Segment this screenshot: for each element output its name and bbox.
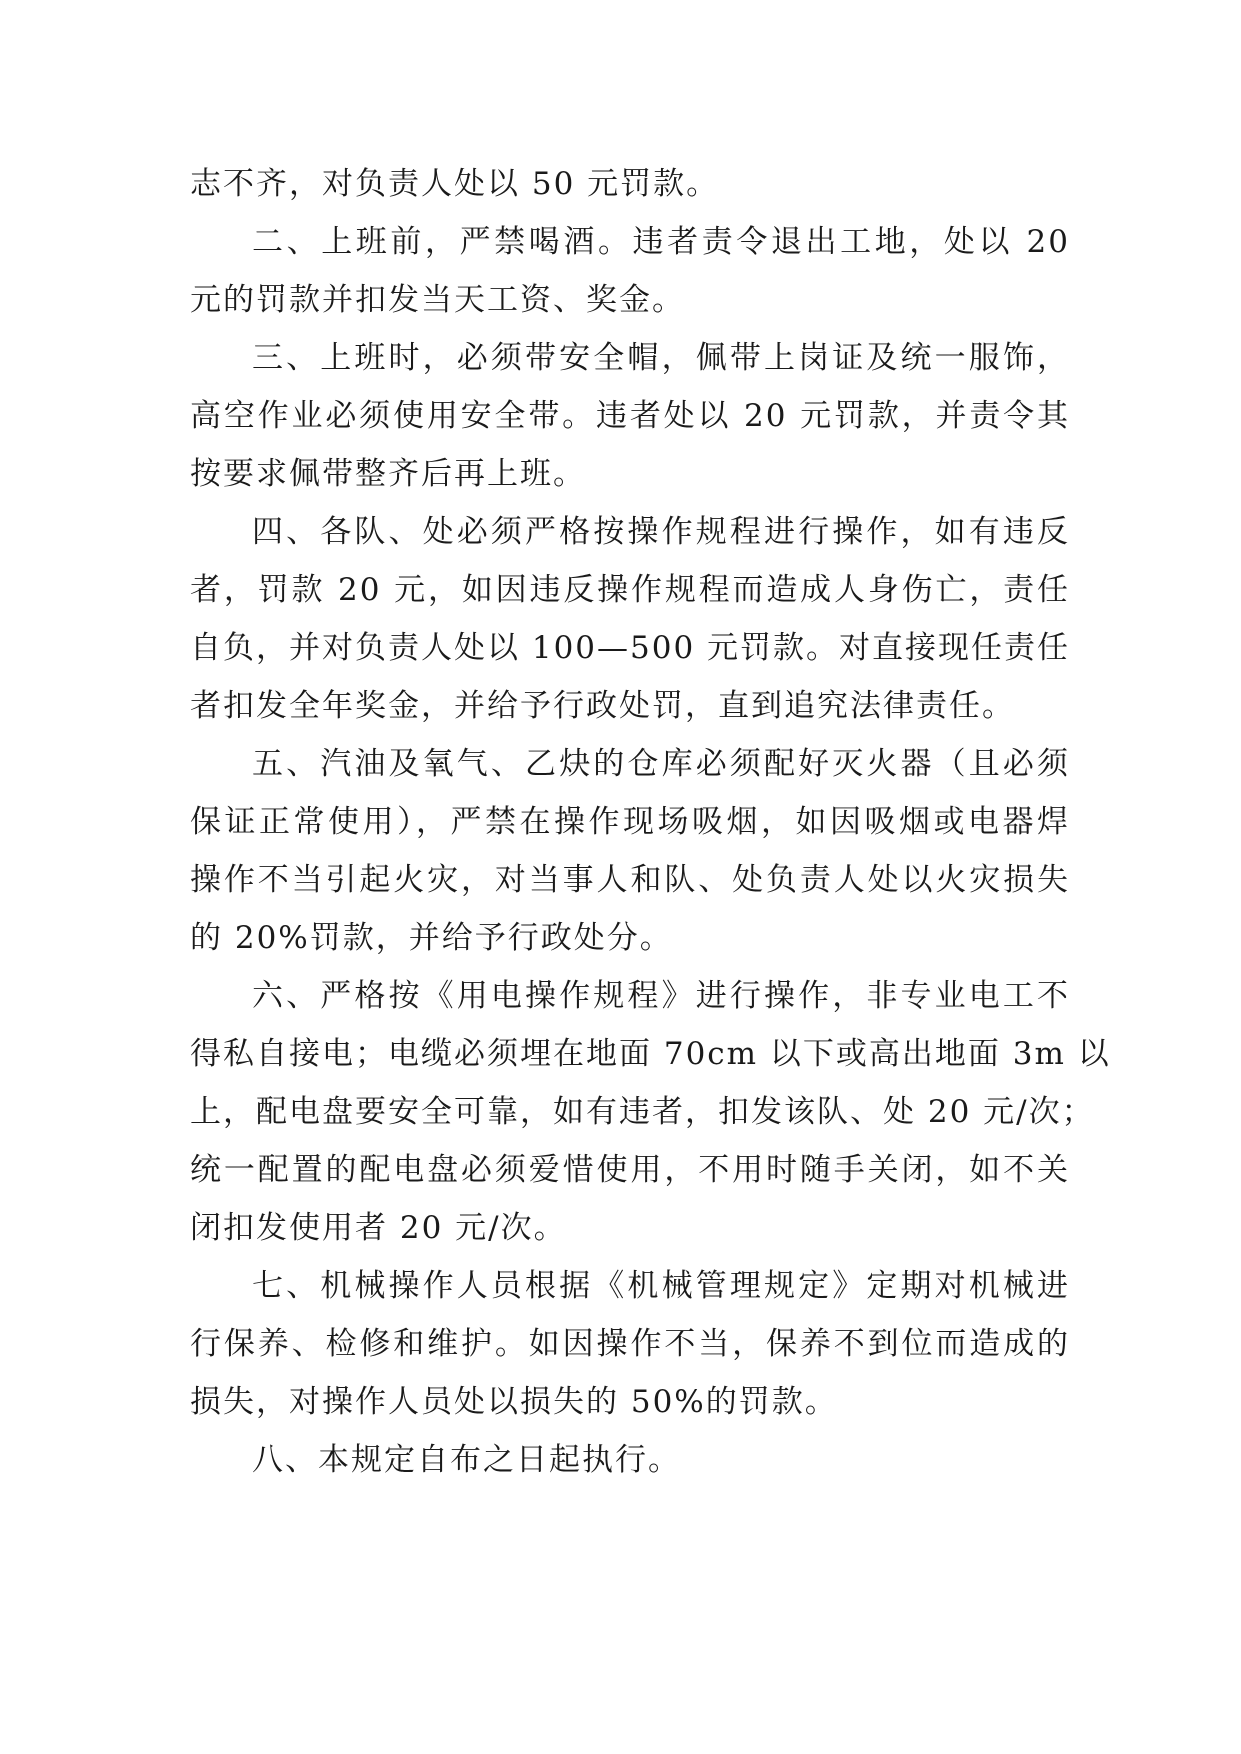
text-line: 高空作业必须使用安全带。违者处以 20 元罚款，并责令其 xyxy=(190,398,1070,434)
text-line: 者扣发全年奖金，并给予行政处罚，直到追究法律责任。 xyxy=(190,688,1015,724)
text-line: 得私自接电；电缆必须埋在地面 70cm 以下或高出地面 3m 以 xyxy=(190,1036,1111,1072)
text-line: 按要求佩带整齐后再上班。 xyxy=(190,456,586,492)
text-line: 损失，对操作人员处以损失的 50%的罚款。 xyxy=(190,1384,838,1420)
text-line: 操作不当引起火灾，对当事人和队、处负责人处以火灾损失 xyxy=(190,862,1070,898)
text-line: 八、本规定自布之日起执行。 xyxy=(252,1442,681,1478)
text-line: 闭扣发使用者 20 元/次。 xyxy=(190,1210,567,1246)
text-line: 六、严格按《用电操作规程》进行操作，非专业电工不 xyxy=(252,978,1070,1014)
document-body xyxy=(190,155,1111,1489)
text-line: 五、汽油及氧气、乙炔的仓库必须配好灭火器（且必须 xyxy=(252,746,1070,782)
text-line: 志不齐，对负责人处以 50 元罚款。 xyxy=(190,166,720,202)
text-line: 元的罚款并扣发当天工资、奖金。 xyxy=(190,282,685,318)
text-line: 二、上班前，严禁喝酒。违者责令退出工地，处以 20 xyxy=(252,224,1070,260)
text-line: 自负，并对负责人处以 100—500 元罚款。对直接现任责任 xyxy=(190,630,1071,666)
text-line: 者，罚款 20 元，如因违反操作规程而造成人身伤亡，责任 xyxy=(190,572,1070,608)
text-line: 七、机械操作人员根据《机械管理规定》定期对机械进 xyxy=(252,1268,1070,1304)
text-line: 行保养、检修和维护。如因操作不当，保养不到位而造成的 xyxy=(190,1326,1070,1362)
text-line: 保证正常使用），严禁在操作现场吸烟，如因吸烟或电器焊 xyxy=(190,804,1070,840)
text-line: 三、上班时，必须带安全帽，佩带上岗证及统一服饰， xyxy=(252,340,1070,376)
text-line: 的 20%罚款，并给予行政处分。 xyxy=(190,920,673,956)
text-line: 统一配置的配电盘必须爱惜使用，不用时随手关闭，如不关 xyxy=(190,1152,1070,1188)
text-line: 四、各队、处必须严格按操作规程进行操作，如有违反 xyxy=(252,514,1070,550)
text-line: 上，配电盘要安全可靠，如有违者，扣发该队、处 20 元/次； xyxy=(190,1094,1095,1130)
